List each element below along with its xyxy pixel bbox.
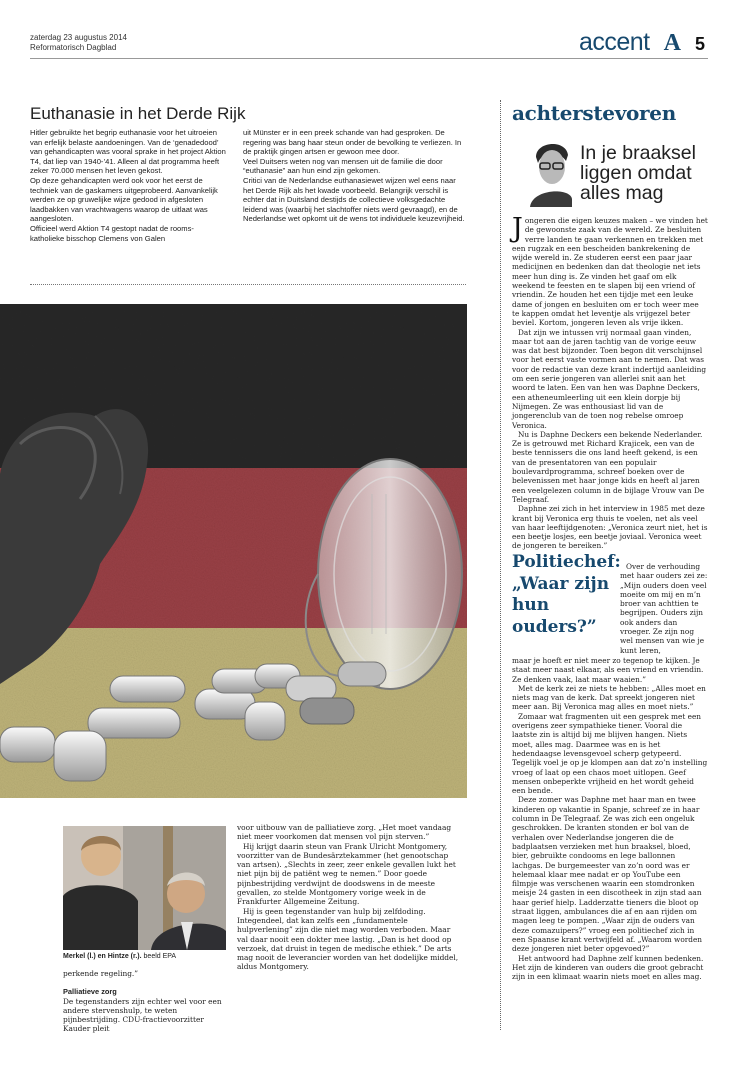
merkel-hintze-photo: [63, 826, 226, 950]
article-subhead: Palliatieve zorg: [63, 987, 117, 997]
column-first-paragraph: [512, 213, 708, 328]
column-section-title: achterstevoren: [512, 101, 676, 125]
pills-flag-illustration: [0, 304, 467, 798]
column-paragraph: Nu is Daphne Deckers een bekende Nederlander. Ze is getrouwd met Richard Krajicek, een van de beste tennissers die ons land heeft gekend, is een van de presentatoren van een populair boulevardprogramma, schreef boeken over de belevenissen met haar jonge kids en heeft al jaren een veelgelezen column in de bijlage Vrouw van De Telegraaf.: [512, 429, 705, 504]
author-portrait: [530, 137, 572, 207]
article-paragraph: Critici van de Nederlandse euthanasiewet wijzen wel eens naar het Derde Rijk als het kwade voorbeeld. Belangrijk verschil is echter dat in Duitsland destijds de collectieve volksgedachte leidend was (waarbij het slachtoffer niets werd gevraagd), en de Nederlandse wet opkomt uit de wens tot individuele keuzevrijheid.: [243, 175, 465, 224]
section-brand: [579, 28, 705, 57]
article-paragraph: Officieel werd Aktion T4 gestopt nadat de rooms-katholieke bisschop Clemens von Galen: [30, 223, 194, 243]
column-paragraph: Zomaar wat fragmenten uit een gesprek met een overigens zeer sympathieke tiener. Vooral die laatste zin is altijd bij me blijven hangen. Niets moet, alles mag. Daarmee was en is het hedendaagse levensgevoel scherp getypeerd. Tegelijk voel je op je klompen aan dat zo’n instelling vroeg of laat op een chaos moet uitlopen. Geef mensen onbeperkte vrijheid en het wordt geheid een bende.: [512, 711, 708, 796]
column-paragraph: Daphne zei zich in het interview in 1985 met deze krant bij Veronica erg thuis te voelen, net als veel van haar leeftijdgenoten: „Veronica zeurt niet, het is een beetje losjes, een beetje joviaal. Veronica weet de jongeren te bereiken.”: [512, 504, 708, 551]
article-title: Euthanasie in het Derde Rijk: [30, 104, 246, 123]
issue-date: zaterdag 23 augustus 2014: [30, 33, 127, 42]
caption-names: Merkel (l.) en Hintze (r.).: [63, 953, 142, 960]
article-column-1: [30, 128, 228, 243]
photo-caption: [63, 953, 176, 960]
pull-quote: Politiechef: „Waar zijn hun ouders?”: [512, 552, 621, 637]
page-number: 5: [694, 34, 705, 54]
article-paragraph: perkende regeling.”: [63, 969, 139, 978]
article-paragraph: Veel Duitsers weten nog van mensen uit de familie die door “euthanasie” aan hun eind zijn gekomen.: [243, 156, 443, 176]
article-paragraph: uit Münster er in een preek schande van had gesproken. De regering was bang haar steun onder de bevolking te verliezen. In de praktijk gingen artsen er gewoon mee door.: [243, 128, 462, 157]
masthead-date-block: [30, 33, 127, 53]
column-paragraph: Deze zomer was Daphne met haar man en twee kinderen op vakantie in Spanje, schreef ze in haar column in De Telegraaf. Ze was zich een ongeluk geschrokken. De kranten stonden er bol van de verhalen over Nederlandse jongeren die de badplaatsen verzieken met hun braaksel, bloed, bier, gebruikte condooms en lege ballonnen lachgas. De burgemeester van zo’n oord was er helemaal klaar mee nadat er op YouTube een filmpje was verschenen waarin een stomdronken meisje 24 gasten in een discotheek in zijn stad aan haar gerief hielp. Ladderzatte tieners die bloot op straat liggen, ambulances die af en aan rijden om magen leeg te pompen. „Waar zijn de ouders van deze comazuipers?” vroeg een politiechef zich in een Spaanse krant vertwijfeld af. „Waarom worden deze jongeren niet beter opgevoed?”: [512, 795, 703, 954]
lower-article-column-1: [63, 969, 227, 1034]
column-paragraph: maar je hoeft er niet meer zo tegenop te kijken. Je staat meer naast elkaar, als een vriend en vriendin. Ze denken vaak, laat maar waaien.”: [512, 656, 704, 684]
lower-article-column-2: [237, 823, 463, 972]
column-paragraph: Het antwoord had Daphne zelf kunnen bedenken. Het zijn de kinderen van ouders die groot gebracht zijn in een klimaat waarin niets moet en alles mag.: [512, 953, 704, 982]
article-paragraph: Hij krijgt daarin steun van Frank Ulricht Montgomery, voorzitter van de Bundesärztekammer (het genootschap van artsen). „Slechts in zeer, zeer enkele gevallen lukt het niet pijn bij de patiënt weg te nemen.” Door goede pijnbestrijding verdwijnt de doodswens in de meeste gevallen, zo stelde Montgomery vorige week in de Frankfurter Allgemeine Zeitung.: [237, 841, 456, 907]
article-paragraph: Op deze gehandicapten werd ook voor het eerst de techniek van de gaskamers uitgeprobeerd. Aanvankelijk werden ze op gruwelijke wijze gedood in afgesloten laadbakken van vrachtwagens waarop de uitlaat was aangesloten.: [30, 175, 218, 224]
section-name: accent: [578, 28, 650, 56]
column-body-narrow: [620, 562, 708, 655]
section-letter: A: [663, 30, 681, 56]
column-divider: [500, 100, 501, 1030]
masthead-rule: [30, 58, 708, 59]
caption-credit: beeld EPA: [143, 953, 177, 960]
article-column-2: [243, 128, 465, 224]
column-body-top: [512, 213, 708, 551]
drop-cap: J: [512, 213, 523, 244]
column-headline: In je braaksel liggen omdat alles mag: [580, 142, 696, 204]
article-paragraph: voor uitbouw van de palliatieve zorg. „Het moet vandaag niet meer voorkomen dat mensen vol pijn sterven.”: [237, 823, 452, 842]
article-paragraph: De tegenstanders zijn echter wel voor een andere stervenshulp, te weten pijnbestrijding. CDU-fractievoorzitter Kauder pleit: [63, 996, 222, 1034]
column-paragraph: Over de verhouding met haar ouders zei ze: „Mijn ouders doen veel moeite om mij en m’n broer van achttien te begrijpen. Ouders zijn ook anders dan vroeger. Ze zijn nog wel mensen van wie je kunt leren,: [620, 562, 708, 655]
article-divider: [30, 284, 466, 285]
column-paragraph: Dat zijn we intussen vrij normaal gaan vinden, maar tot aan de jaren tachtig van de vorige eeuw was dat best bijzonder. Toen begon dit verschijnsel voor het eerst vaste vormen aan te nemen. Dat was voor de redactie van deze krant indertijd aanleiding om een serie jongeren van allerlei snit aan het woord te laten. Een van hen was Daphne Deckers, een atheneumleerling uit een klein dorpje bij Nijmegen. Ze was enthousiast lid van de jongerenclub van de toen nog rebelse omroep Veronica.: [512, 327, 707, 430]
first-paragraph-text: ongeren die eigen keuzes maken – we vinden het de gewoonste zaak van de wereld. Ze besluiten verre landen te gaan verkennen en trekken met een rugzak en een bescheiden bankrekening de wijde wereld in. Ze studeren eerst een paar jaar medicijnen en bedenken dan dat theologie net iets meer hun ding is. Ze vinden het gaaf om elk weekend te feesten en te slapen bij een vriend of vriendin. Ze houden het een tijdje met een leuke dame of jongen en besluiten om er toch weer mee te kappen omdat het leventje als vrijgezel beter beviel. Kortom, jongeren leven als vrije ikken.: [512, 216, 708, 328]
column-body-bottom: [512, 656, 708, 981]
article-paragraph: Hitler gebruikte het begrip euthanasie voor het uitroeien van erfelijk belaste aandoeningen. Van de ‘genadedood’ van gehandicapten was vooral sprake in het project Aktion T4, dat liep van 1940-’41. Alleen al dat programma heeft zeker 70.000 mensen het leven gekost.: [30, 128, 226, 176]
newspaper-name: Reformatorisch Dagblad: [30, 43, 117, 52]
column-paragraph: Met de kerk zei ze niets te hebben: „Alles moet en niets mag van de kerk. Dat spreekt jongeren niet meer aan. Bij Veronica mag alles en moet niets.”: [512, 683, 706, 712]
article-paragraph: Hij is geen tegenstander van hulp bij zelfdoding. Integendeel, dat kan zelfs een „fundamentele hulpverlening” zijn die niet mag worden verboden. Maar val daar nooit een dokter mee lastig. „Dan is het dood op verzoek, dat druist in tegen de medische ethiek.” De arts mag nooit de leverancier worden van het dodelijke middel, aldus Montgomery.: [237, 906, 459, 972]
